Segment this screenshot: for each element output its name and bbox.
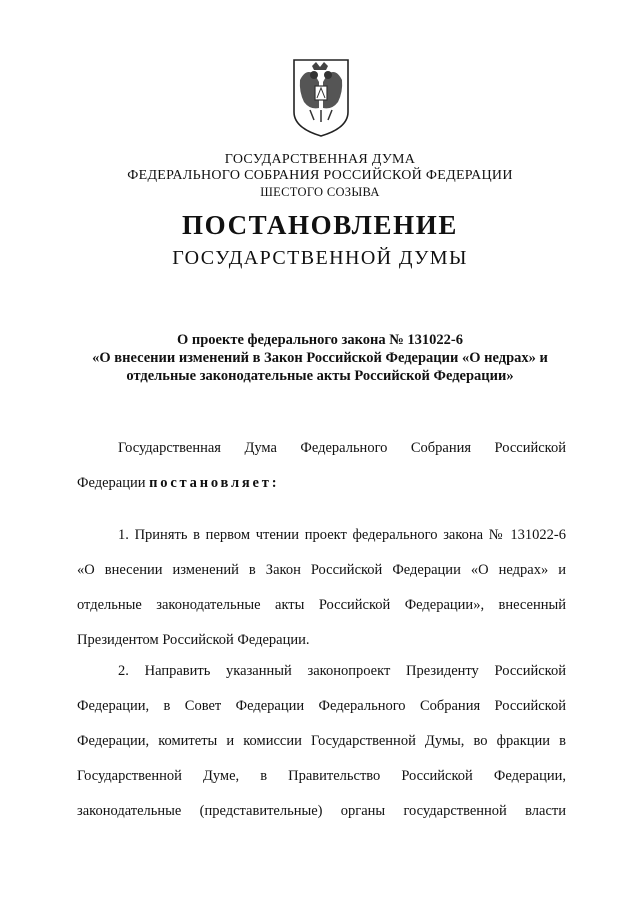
subject-line-3: отдельные законодательные акты Российской Федерации» — [126, 368, 514, 384]
paragraph-1-line-1: 1. Принять в первом чтении проект федерального закона № 131022-6 — [118, 527, 566, 543]
subject-line-2: «О внесении изменений в Закон Российской Федерации «О недрах» и — [92, 350, 548, 366]
coat-of-arms-emblem — [290, 58, 352, 138]
paragraph-1-line-2: «О внесении изменений в Закон Российской Федерации «О недрах» и — [77, 562, 566, 578]
resolves-word: постановляет: — [149, 475, 280, 491]
paragraph-2-line-1: 2. Направить указанный законопроект Президенту Российской — [118, 663, 566, 679]
paragraph-1-line-4: Президентом Российской Федерации. — [77, 632, 310, 648]
intro-line-2 — [77, 475, 566, 492]
document-subtitle: ГОСУДАРСТВЕННОЙ ДУМЫ — [172, 247, 468, 269]
paragraph-2-line-4: Государственной Думе, в Правительство Российской Федерации, — [77, 768, 566, 784]
document-title: ПОСТАНОВЛЕНИЕ — [182, 210, 458, 240]
header-line-1: ГОСУДАРСТВЕННАЯ ДУМА — [224, 152, 416, 167]
header-line-2: ФЕДЕРАЛЬНОГО СОБРАНИЯ РОССИЙСКОЙ ФЕДЕРАЦИИ — [127, 168, 513, 183]
subject-line-1: О проекте федерального закона № 131022-6 — [176, 332, 464, 348]
paragraph-2-line-2: Федерации, в Совет Федерации Федерального Собрания Российской — [77, 698, 566, 714]
header-line-3: ШЕСТОГО СОЗЫВА — [260, 185, 380, 199]
paragraph-1-line-3: отдельные законодательные акты Российской Федерации», внесенный — [77, 597, 566, 613]
intro-line-1: Государственная Дума Федерального Собрания Российской — [118, 440, 566, 456]
paragraph-2-line-5: законодательные (представительные) органы государственной власти — [77, 803, 566, 819]
paragraph-2-line-3: Федерации, комитеты и комиссии Государственной Думы, во фракции в — [77, 733, 566, 749]
intro-line-2-start: Федерации — [77, 475, 150, 491]
